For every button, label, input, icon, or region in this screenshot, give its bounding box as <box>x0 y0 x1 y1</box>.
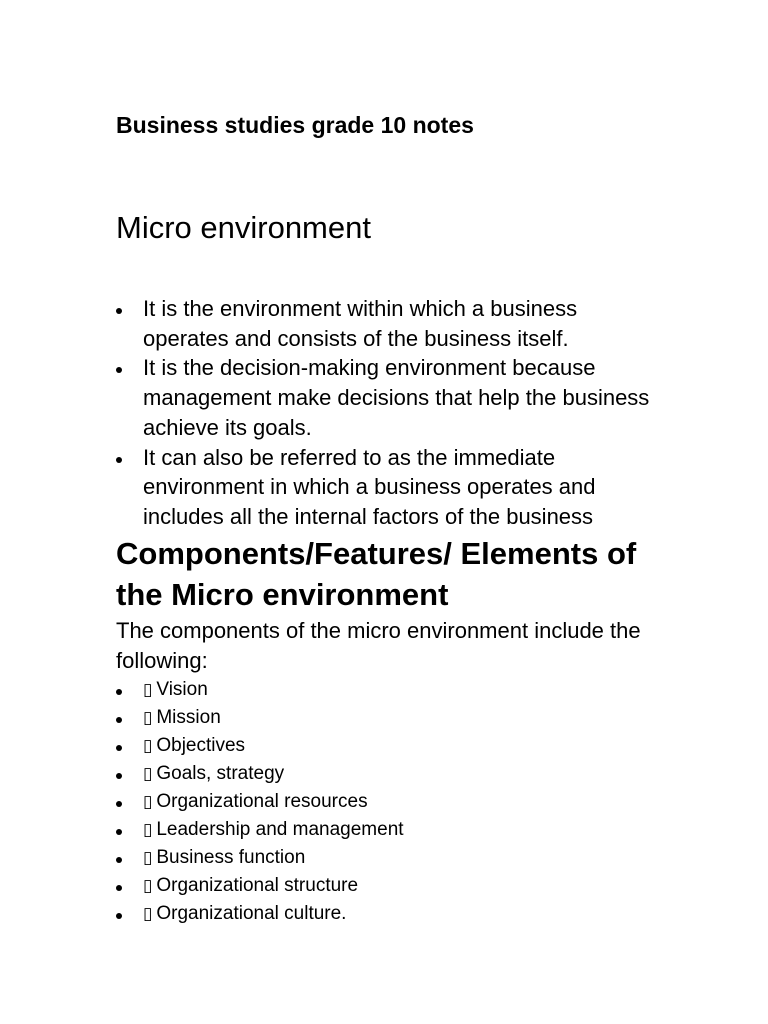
component-item <box>116 676 656 704</box>
component-item-label: Business function <box>156 847 306 868</box>
components-intro-text: The components of the micro environment include the following: <box>116 618 641 673</box>
missing-glyph-icon: ▯ <box>143 820 153 840</box>
component-item <box>116 872 656 900</box>
bullet-item: It is the decision-making environment because management make decisions that help the business achieve its goals. <box>116 353 656 442</box>
component-item-label: Objectives <box>156 735 246 756</box>
section-heading-components: Components/Features/ Elements of the Micro environment <box>116 536 637 612</box>
bullet-item: It is the environment within which a business operates and consists of the business itself. <box>116 294 656 353</box>
missing-glyph-icon: ▯ <box>143 764 153 784</box>
micro-environment-bullet-list <box>116 294 656 532</box>
component-item <box>116 788 656 816</box>
missing-glyph-icon: ▯ <box>143 792 153 812</box>
component-item-label: Leadership and management <box>156 819 404 840</box>
component-item <box>116 760 656 788</box>
component-item <box>116 844 656 872</box>
missing-glyph-icon: ▯ <box>143 876 153 896</box>
component-item-label: Vision <box>156 679 208 700</box>
component-item-label: Goals, strategy <box>156 763 285 784</box>
section-heading-micro-environment: Micro environment <box>116 210 371 245</box>
missing-glyph-icon: ▯ <box>143 680 153 700</box>
component-item-label: Organizational culture. <box>156 903 347 924</box>
component-item <box>116 732 656 760</box>
missing-glyph-icon: ▯ <box>143 708 153 728</box>
component-item <box>116 900 656 928</box>
component-item-label: Organizational structure <box>156 875 359 896</box>
bullet-item: It can also be referred to as the immediate environment in which a business operates and includes all the internal factors of the business <box>116 443 656 532</box>
component-item-label: Mission <box>156 707 221 728</box>
component-item <box>116 704 656 732</box>
components-bullet-list <box>116 676 656 928</box>
component-item <box>116 816 656 844</box>
missing-glyph-icon: ▯ <box>143 904 153 924</box>
document-title: Business studies grade 10 notes <box>116 112 474 138</box>
missing-glyph-icon: ▯ <box>143 848 153 868</box>
missing-glyph-icon: ▯ <box>143 736 153 756</box>
component-item-label: Organizational resources <box>156 791 368 812</box>
